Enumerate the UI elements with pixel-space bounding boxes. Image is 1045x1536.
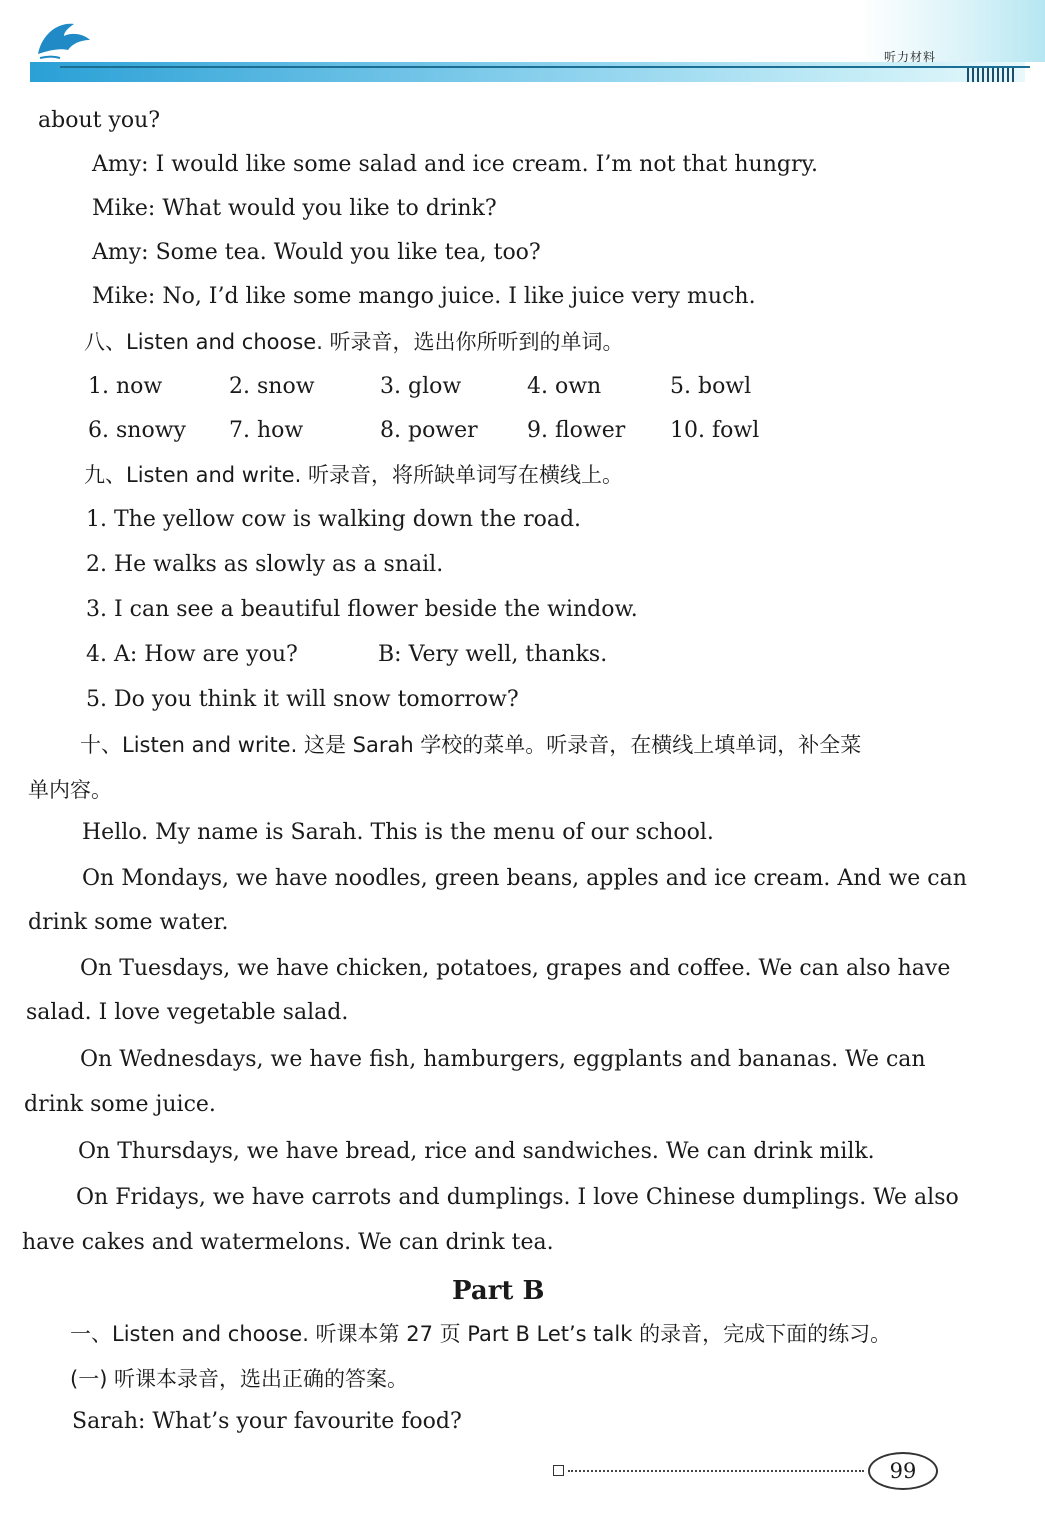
dialogue-line: Mike: No, I’d like some mango juice. I like juice very much. [92,284,756,309]
dialogue-line: Amy: I would like some salad and ice cream. I’m not that hungry. [92,152,818,177]
text-line: about you? [38,108,161,133]
paragraph-line: drink some water. [28,910,229,935]
sub-heading: (一) 听课本录音，选出正确的答案。 [70,1367,409,1391]
dialogue-line: Amy: Some tea. Would you like tea, too? [92,240,541,265]
section-heading-9: 九、Listen and write. 听录音，将所缺单词写在横线上。 [84,463,623,487]
paragraph-line: drink some juice. [24,1092,216,1117]
paragraph-line: On Thursdays, we have bread, rice and sandwiches. We can drink milk. [78,1139,875,1164]
choices-row-2 [88,418,759,444]
choice-item: 1. now [88,374,163,399]
sentence-line: B: Very well, thanks. [378,642,608,667]
choice-item: 2. snow [229,374,315,399]
header-band [30,62,1025,82]
dialogue-line: Sarah: What’s your favourite food? [72,1409,462,1434]
section-heading-10: 十、Listen and write. 这是 Sarah 学校的菜单。听录音，在横线上填单词，补全菜 [80,733,862,757]
sentence-line: 4. A: How are you? [86,642,298,667]
section-heading-8: 八、Listen and choose. 听录音，选出你所听到的单词。 [84,330,624,354]
paragraph-line: On Wednesdays, we have fish, hamburgers, eggplants and bananas. We can [80,1047,926,1072]
choice-item: 10. fowl [670,418,760,443]
dialogue-line: Mike: What would you like to drink? [92,196,497,221]
sentence-line: 1. The yellow cow is walking down the road. [86,507,582,532]
sentence-line: 3. I can see a beautiful flower beside the window. [86,597,638,622]
paragraph-line: salad. I love vegetable salad. [26,1000,349,1025]
header-rule [60,66,1030,68]
choice-item: 7. how [229,418,304,443]
paragraph-line: On Fridays, we have carrots and dumplings. I love Chinese dumplings. We also [76,1185,959,1210]
section-heading-b1: 一、Listen and choose. 听课本第 27 页 Part B Let’s talk 的录音，完成下面的练习。 [70,1322,892,1346]
paragraph-line: have cakes and watermelons. We can drink tea. [22,1230,554,1255]
paragraph-line: On Tuesdays, we have chicken, potatoes, grapes and coffee. We can also have [80,956,951,981]
choice-item: 8. power [380,418,478,443]
choices-row-1 [88,374,751,400]
choice-item: 3. glow [380,374,462,399]
paragraph-line: On Mondays, we have noodles, green beans, apples and ice cream. And we can [82,866,967,891]
decorative-bars [967,68,1014,82]
footer-square-icon [553,1465,564,1476]
sentence-line: 2. He walks as slowly as a snail. [86,552,444,577]
part-title: Part B [452,1276,545,1306]
page-number: 99 [868,1452,938,1490]
choice-item: 9. flower [527,418,626,443]
footer-dotted-rule [568,1470,864,1472]
choice-item: 5. bowl [670,374,752,399]
section-label: 听力材料 [884,50,937,64]
section-heading-10-cont: 单内容。 [28,778,112,802]
dolphin-logo-icon [34,14,94,62]
choice-item: 6. snowy [88,418,186,443]
paragraph-line: Hello. My name is Sarah. This is the menu of our school. [82,820,714,845]
sentence-line: 5. Do you think it will snow tomorrow? [86,687,519,712]
choice-item: 4. own [527,374,602,399]
